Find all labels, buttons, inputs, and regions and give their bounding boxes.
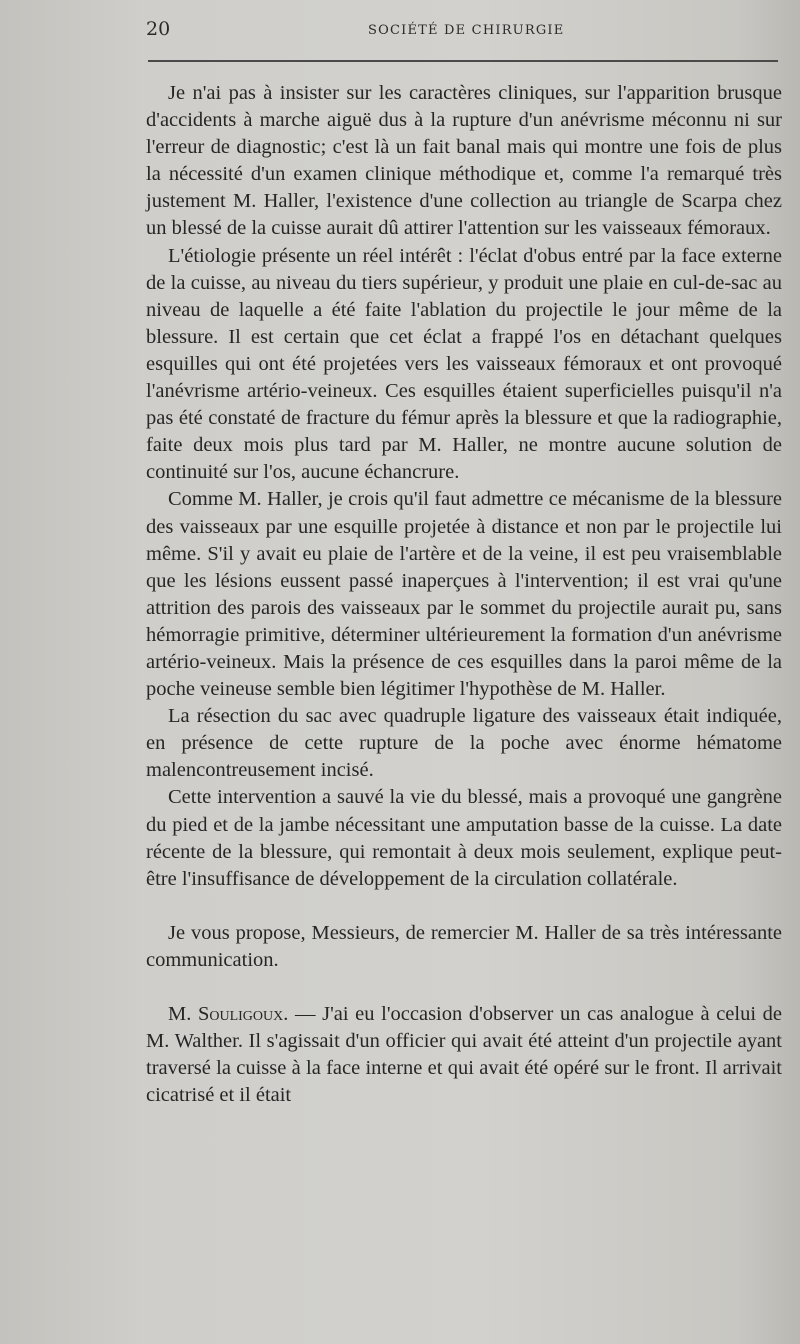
- paragraph: Je n'ai pas à insister sur les caractères cliniques, sur l'apparition brusque d'accidents à marche aiguë dus à la rupture d'un anévrisme méconnu ni sur l'erreur de diagnostic; c'est là un fait banal mais qui montre une fois de plus la nécessité d'un examen clinique méthodique et, comme l'a remarqué très justement M. Haller, l'existence d'une collection au triangle de Scarpa chez un blessé de la cuisse aurait dû attirer l'attention sur les vaisseaux fémoraux.: [146, 82, 782, 240]
- paragraph: Cette intervention a sauvé la vie du blessé, mais a provoqué une gangrène du pied et de la jambe nécessitant une amputation basse de la cuisse. La date récente de la blessure, qui remontait à deux mois seulement, explique peut-être l'insuffisance de développement de la circulation collatérale.: [146, 786, 782, 890]
- closing-paragraph: Je vous propose, Messieurs, de remercier M. Haller de sa très intéressante communication.: [146, 921, 782, 971]
- discussion-text: — J'ai eu l'occasion d'observer un cas analogue à celui de M. Walther. Il s'agissait d'un officier qui avait été atteint d'un projectile ayant traversé la cuisse à la face interne et qui avait été opéré sur le front. Il arrivait cicatrisé et il était: [146, 1003, 782, 1107]
- page-header: [146, 18, 778, 42]
- body-text: [146, 80, 782, 1109]
- discussion-paragraph: [146, 1001, 782, 1109]
- paragraph: L'étiologie présente un réel intérêt : l'éclat d'obus entré par la face externe de la cuisse, au niveau du tiers supérieur, y produit une plaie en cul-de-sac au niveau de laquelle a été faite l'ablation du projectile le jour même de la blessure. Il est certain que cet éclat a frappé l'os en détachant quelques esquilles qui ont été projetées vers les vaisseaux fémoraux et ont provoqué l'anévrisme artério-veineux. Ces esquilles étaient superficielles puisqu'il n'a pas été constaté de fracture du fémur après la blessure et que la radiographie, faite deux mois plus tard par M. Haller, ne montre aucune solution de continuité sur l'os, aucune échancrure.: [146, 244, 782, 484]
- running-head: SOCIÉTÉ DE CHIRURGIE: [368, 23, 565, 38]
- paragraph: Comme M. Haller, je crois qu'il faut admettre ce mécanisme de la blessure des vaisseaux par une esquille projetée à distance et non par le projectile lui même. S'il y avait eu plaie de l'artère et de la veine, il est peu vraisemblable que les lésions eussent passé inaperçues à l'intervention; il est vrai qu'une attrition des parois des vaisseaux par le sommet du projectile aurait pu, sans hémorragie primitive, déterminer ultérieurement la formation d'un anévrisme artério-veineux. Mais la présence de ces esquilles dans la paroi même de la poche veineuse semble bien légitimer l'hypothèse de M. Haller.: [146, 488, 782, 701]
- section-gap: [146, 974, 782, 1001]
- speaker-name: M. Souligoux.: [168, 1003, 289, 1025]
- page-number: 20: [146, 18, 171, 40]
- section-gap: [146, 893, 782, 920]
- header-rule: [148, 60, 778, 62]
- paragraph: La résection du sac avec quadruple ligature des vaisseaux était indiquée, en présence de cette rupture de la poche avec énorme hématome malencontreusement incisé.: [146, 705, 782, 782]
